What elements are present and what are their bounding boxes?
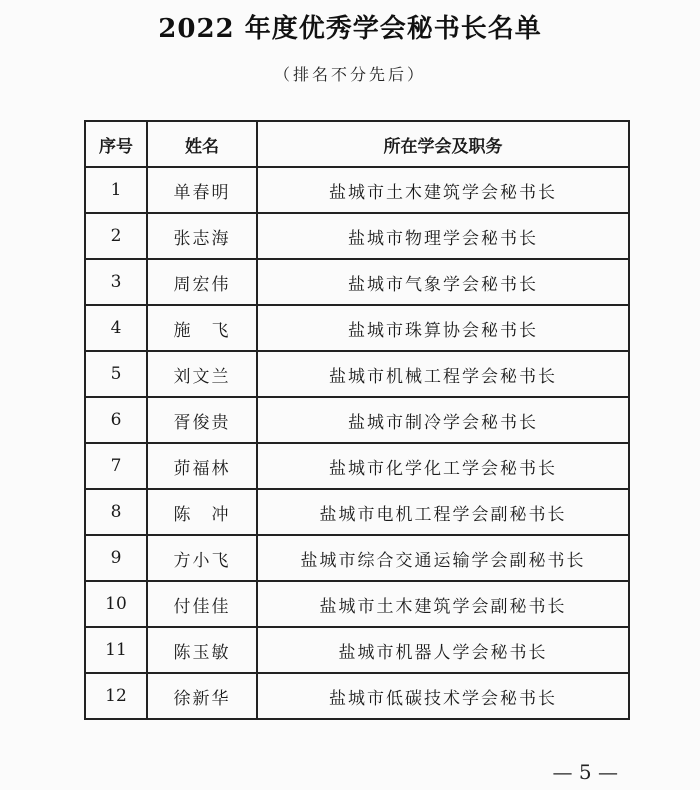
page-number: — 5 —: [552, 760, 618, 784]
document-subtitle: （排名不分先后）: [273, 65, 426, 84]
row-org-position: 盐城市土木建筑学会秘书长: [257, 167, 629, 213]
row-name: 茆福林: [147, 443, 257, 489]
table-row: [85, 213, 629, 259]
row-org-position: 盐城市土木建筑学会副秘书长: [257, 581, 629, 627]
row-index: 2: [85, 213, 147, 259]
row-name: 付佳佳: [147, 581, 257, 627]
document-title: 2022 年度优秀学会秘书长名单: [158, 14, 542, 44]
row-name: 徐新华: [147, 673, 257, 719]
row-name: 刘文兰: [147, 351, 257, 397]
row-name: 方小飞: [147, 535, 257, 581]
row-name: 施 飞: [147, 305, 257, 351]
row-index: 8: [85, 489, 147, 535]
row-org-position: 盐城市综合交通运输学会副秘书长: [257, 535, 629, 581]
row-name: 陈 冲: [147, 489, 257, 535]
header-index: 序号: [85, 121, 147, 167]
table-row: [85, 305, 629, 351]
table-row: [85, 581, 629, 627]
header-org-position: 所在学会及职务: [257, 121, 629, 167]
row-index: 7: [85, 443, 147, 489]
row-index: 9: [85, 535, 147, 581]
row-org-position: 盐城市低碳技术学会秘书长: [257, 673, 629, 719]
table-row: [85, 673, 629, 719]
table-row: [85, 351, 629, 397]
table-row: [85, 627, 629, 673]
row-org-position: 盐城市电机工程学会副秘书长: [257, 489, 629, 535]
row-org-position: 盐城市珠算协会秘书长: [257, 305, 629, 351]
table-row: [85, 167, 629, 213]
row-index: 10: [85, 581, 147, 627]
row-index: 6: [85, 397, 147, 443]
header-name: 姓名: [147, 121, 257, 167]
table-row: [85, 535, 629, 581]
table-row: [85, 443, 629, 489]
row-index: 1: [85, 167, 147, 213]
row-org-position: 盐城市机器人学会秘书长: [257, 627, 629, 673]
table-row: [85, 489, 629, 535]
row-org-position: 盐城市气象学会秘书长: [257, 259, 629, 305]
row-index: 12: [85, 673, 147, 719]
row-name: 张志海: [147, 213, 257, 259]
row-name: 胥俊贵: [147, 397, 257, 443]
row-org-position: 盐城市物理学会秘书长: [257, 213, 629, 259]
row-org-position: 盐城市机械工程学会秘书长: [257, 351, 629, 397]
table-row: [85, 259, 629, 305]
row-index: 4: [85, 305, 147, 351]
row-org-position: 盐城市化学化工学会秘书长: [257, 443, 629, 489]
row-index: 3: [85, 259, 147, 305]
row-index: 5: [85, 351, 147, 397]
row-name: 单春明: [147, 167, 257, 213]
table-row: [85, 397, 629, 443]
row-name: 周宏伟: [147, 259, 257, 305]
row-org-position: 盐城市制冷学会秘书长: [257, 397, 629, 443]
table-header-row: [85, 121, 629, 167]
roster-table: [84, 120, 630, 720]
row-name: 陈玉敏: [147, 627, 257, 673]
row-index: 11: [85, 627, 147, 673]
